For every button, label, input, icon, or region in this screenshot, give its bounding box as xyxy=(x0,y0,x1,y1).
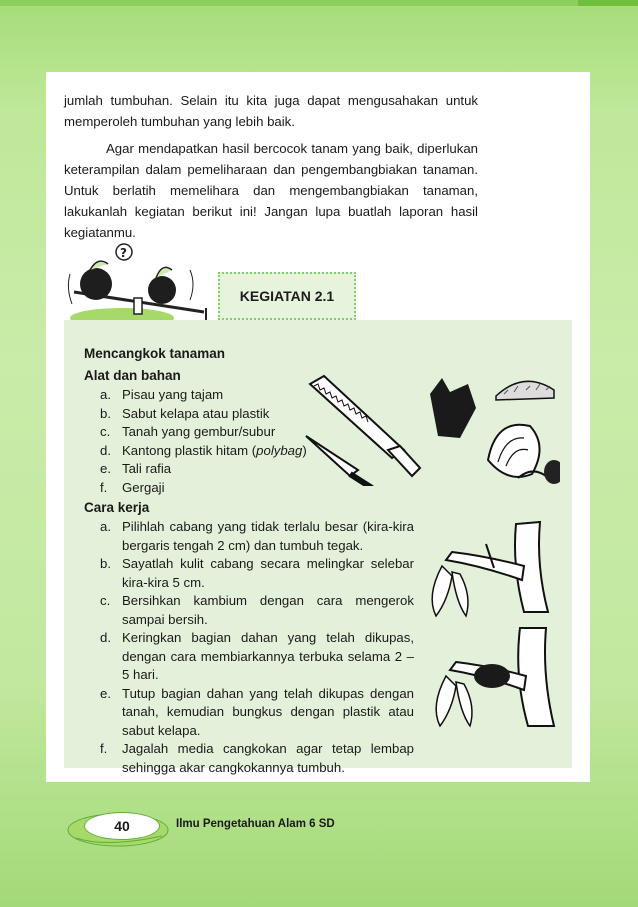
polybag-icon xyxy=(430,378,476,438)
list-item: f. Gergaji xyxy=(100,479,165,495)
wrapped-graft-icon xyxy=(436,628,554,726)
list-item: c. Tanah yang gembur/subur xyxy=(100,424,276,439)
activity-title: Mencangkok tanaman xyxy=(84,346,226,361)
activity-label: KEGIATAN 2.1 xyxy=(218,272,356,320)
intro-text xyxy=(64,90,478,249)
list-item: a. Pilihlah cabang yang tidak terlalu besar (kira-kira bergaris tengah 2 cm) dan tumbuh tegak. xyxy=(100,519,414,553)
page-footer xyxy=(66,808,466,852)
materials-heading: Alat dan bahan xyxy=(84,368,181,383)
grafting-steps-illustration xyxy=(416,516,570,732)
seesaw-cartoon-illustration xyxy=(64,240,214,328)
list-item: b. Sayatlah kulit cabang secara melingkar selebar kira-kira 5 cm. xyxy=(100,556,414,590)
soil-pile-icon xyxy=(496,381,554,400)
steps-heading: Cara kerja xyxy=(84,500,150,515)
page-sheet xyxy=(46,72,590,782)
top-bar xyxy=(0,0,638,6)
page-number: 40 xyxy=(84,812,160,840)
top-bar-accent xyxy=(578,0,638,6)
list-item: d. Kantong plastik hitam (polybag) xyxy=(100,442,307,458)
list-item: f. Jagalah media cangkokan agar tetap lembap sehingga akar cangkokannya tumbuh. xyxy=(100,741,414,775)
intro-paragraph-2: Agar mendapatkan hasil bercocok tanam yang baik, diperlukan keterampilan dalam pemeliharaan dan pengembangbiakan tanaman. Untuk berlatih memelihara dan mengembangbiakan tanaman, lakukanlah kegiatan berikut ini! Jangan lupa buatlah laporan hasil kegiatanmu. xyxy=(64,141,478,240)
knife-icon xyxy=(306,436,372,486)
activity-panel xyxy=(64,320,572,775)
list-item: e. Tutup bagian dahan yang telah dikupas dengan tanah, kemudian bungkus dengan plastik atau sabut kelapa. xyxy=(100,685,414,738)
steps-list xyxy=(84,518,414,777)
list-item: b. Sabut kelapa atau plastik xyxy=(100,405,270,421)
saw-icon xyxy=(310,376,420,476)
intro-paragraph-1: jumlah tumbuhan. Selain itu kita juga dapat mengusahakan untuk memperoleh tumbuhan yang lebih baik. xyxy=(64,93,478,129)
branch-cut-icon xyxy=(432,522,548,616)
list-item: d. Keringkan bagian dahan yang telah dikupas, dengan cara membiarkannya terbuka selama 2 – 5 hari. xyxy=(100,630,414,682)
coconut-husk-icon xyxy=(488,425,540,477)
svg-text:?: ? xyxy=(120,246,127,260)
list-item: c. Bersihkan kambium dengan cara mengerok sampai bersih. xyxy=(100,593,414,627)
list-item: e. Tali rafia xyxy=(100,461,172,476)
book-title: Ilmu Pengetahuan Alam 6 SD xyxy=(176,818,335,830)
tools-illustration xyxy=(300,366,560,486)
list-item: a. Pisau yang tajam xyxy=(100,387,224,402)
